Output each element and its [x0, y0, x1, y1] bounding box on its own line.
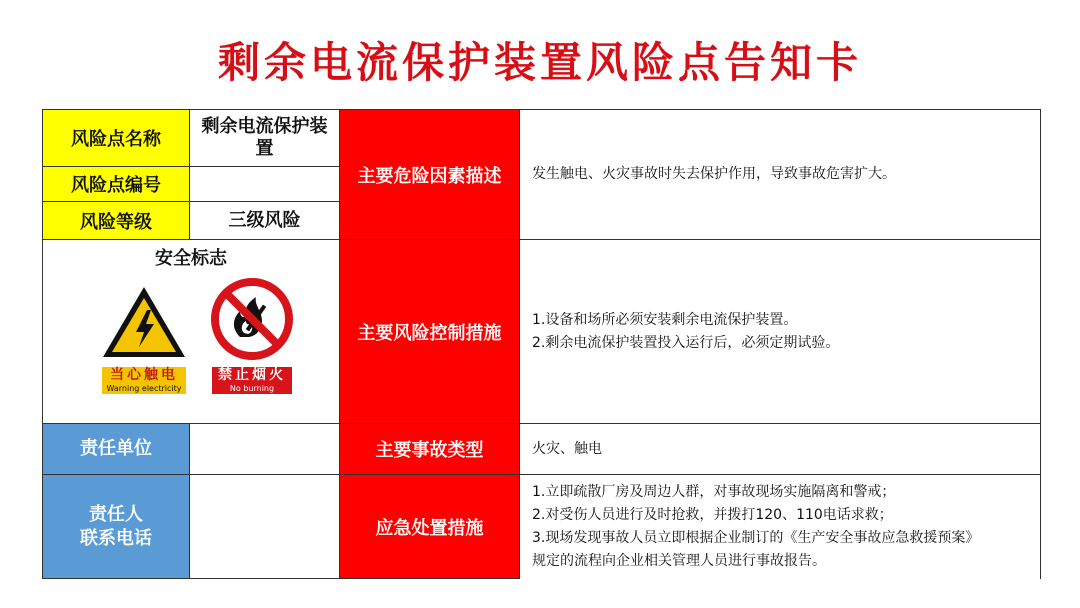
- hazard-desc-label: 主要危险因素描述: [340, 110, 520, 240]
- control-item: 2.剩余电流保护装置投入运行后，必须定期试验。: [532, 334, 840, 351]
- electric-warning-label: 当心触电: [102, 367, 186, 385]
- risk-no-value: [190, 167, 340, 202]
- emergency-item: 1.立即疏散厂房及周边人群，对事故现场实施隔离和警戒；: [532, 484, 896, 500]
- emergency-item: 规定的流程向企业相关管理人员进行事故报告。: [532, 553, 826, 569]
- contact-label: [43, 475, 190, 579]
- electric-warning-icon: [100, 284, 188, 360]
- electric-warning-sublabel: Warning electricity: [102, 384, 186, 394]
- control-measures: [520, 240, 1040, 424]
- control-item: 1.设备和场所必须安装剩余电流保护装置。: [532, 311, 798, 328]
- emergency-label: 应急处置措施: [340, 475, 520, 579]
- risk-no-label: 风险点编号: [43, 167, 190, 202]
- emergency-measures: [520, 475, 1040, 579]
- risk-level-value: 三级风险: [190, 202, 340, 240]
- accident-text: 火灾、触电: [520, 424, 1040, 475]
- accident-label: 主要事故类型: [340, 424, 520, 475]
- risk-name-value: 剩余电流保护装置: [190, 110, 340, 167]
- no-burning-sublabel: No burning: [212, 384, 292, 394]
- emergency-item: 3.现场发现事故人员立即根据企业制订的《生产安全事故应急救援预案》: [532, 530, 980, 546]
- no-burning-label: 禁止烟火: [212, 367, 292, 385]
- responsible-unit-value: [190, 424, 340, 475]
- risk-card: [42, 109, 1041, 579]
- risk-name-label: 风险点名称: [43, 110, 190, 167]
- hazard-desc-text: 发生触电、火灾事故时失去保护作用，导致事故危害扩大。: [520, 110, 1040, 240]
- emergency-item: 2.对受伤人员进行及时抢救，并拨打120、110电话求救；: [532, 507, 893, 523]
- control-label: 主要风险控制措施: [340, 240, 520, 424]
- no-burning-icon: [210, 277, 294, 361]
- contact-label-line1: 责任人: [89, 503, 143, 525]
- safety-signs-title: 安全标志: [155, 248, 227, 269]
- card-title: 剩余电流保护装置风险点告知卡: [217, 38, 862, 87]
- risk-level-label: 风险等级: [43, 202, 190, 240]
- responsible-unit-label: 责任单位: [43, 424, 190, 475]
- contact-label-line2: 联系电话: [80, 527, 152, 549]
- safety-signs-panel: [43, 240, 340, 424]
- contact-value: [190, 475, 340, 579]
